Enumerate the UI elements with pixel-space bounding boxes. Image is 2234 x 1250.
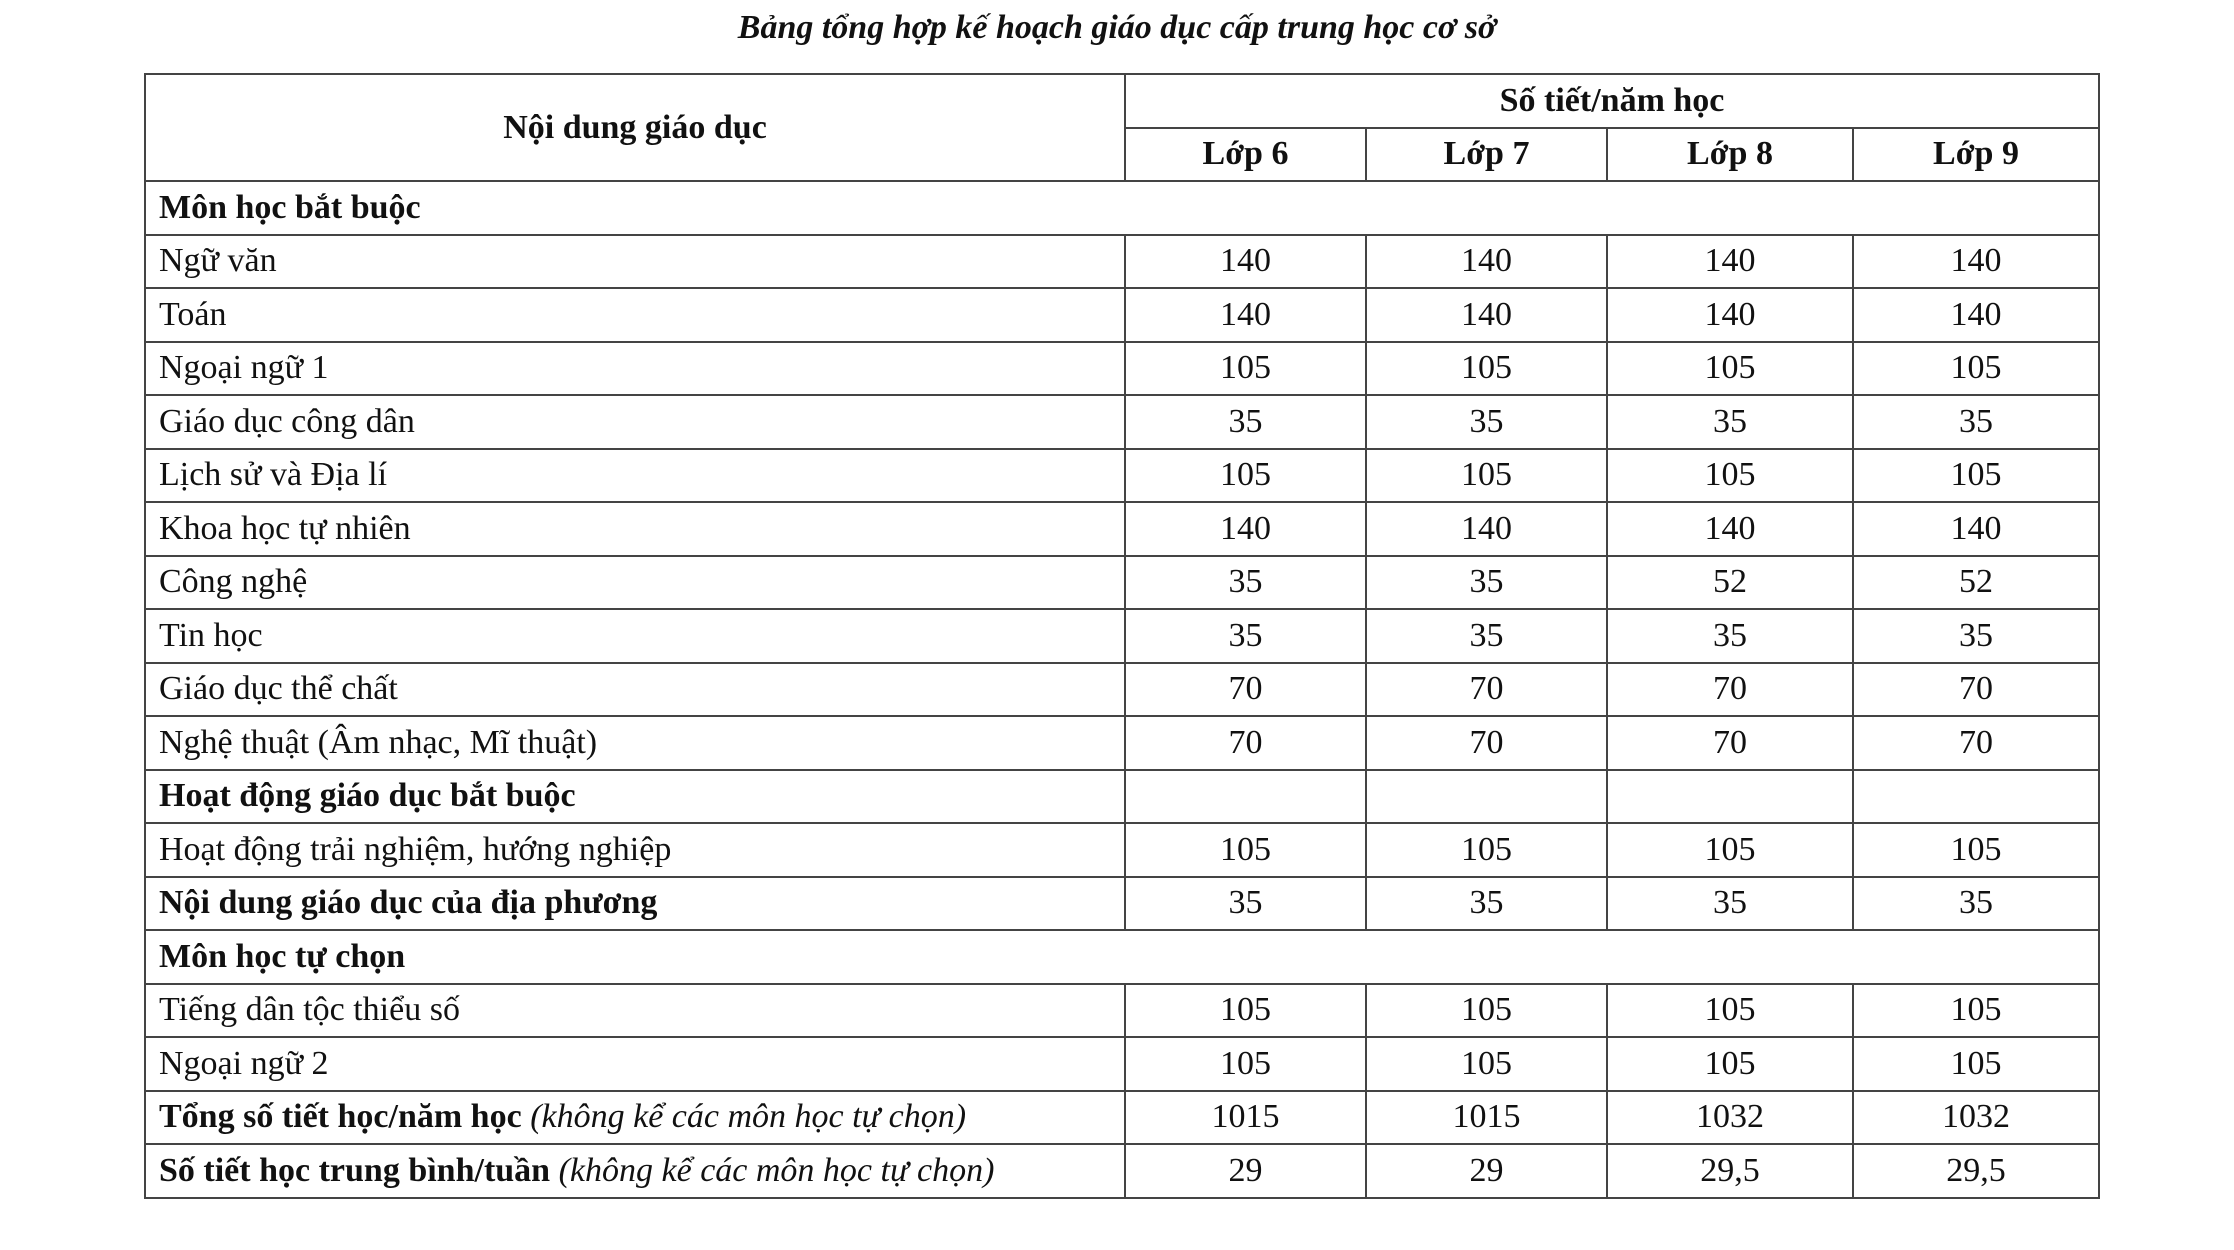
row-label: Số tiết học trung bình/tuần [159, 1151, 551, 1189]
period-value-cell: 35 [1366, 609, 1607, 663]
table-row [145, 984, 2099, 1038]
row-label-cell [145, 556, 1125, 610]
period-value-cell: 105 [1125, 449, 1366, 503]
table-row [145, 770, 2099, 824]
period-value-cell: 105 [1607, 449, 1853, 503]
row-label: Môn học tự chọn [159, 937, 406, 975]
row-label-cell [145, 395, 1125, 449]
row-label-cell [145, 235, 1125, 289]
row-label-cell [145, 663, 1125, 717]
row-note: (không kể các môn học tự chọn) [558, 1151, 995, 1189]
period-value-cell: 70 [1607, 663, 1853, 717]
table-row [145, 1091, 2099, 1145]
table-row [145, 663, 2099, 717]
row-label-cell [145, 288, 1125, 342]
period-value-cell: 70 [1853, 663, 2099, 717]
period-value-cell: 29 [1125, 1144, 1366, 1198]
period-value-cell: 105 [1366, 1037, 1607, 1091]
row-label-cell [145, 1091, 1125, 1145]
period-value-cell: 35 [1366, 395, 1607, 449]
period-value-cell: 70 [1853, 716, 2099, 770]
table-row [145, 342, 2099, 396]
education-plan-table [144, 73, 2100, 1199]
period-value-cell: 105 [1853, 342, 2099, 396]
table-row [145, 930, 2099, 984]
table-row [145, 877, 2099, 931]
table-row [145, 288, 2099, 342]
table-row [145, 181, 2099, 235]
period-value-cell: 35 [1607, 877, 1853, 931]
period-value-cell: 105 [1125, 1037, 1366, 1091]
row-label: Nghệ thuật (Âm nhạc, Mĩ thuật) [159, 723, 598, 761]
period-value-cell: 1015 [1366, 1091, 1607, 1145]
period-value-cell: 140 [1125, 502, 1366, 556]
row-label: Môn học bắt buộc [159, 188, 421, 226]
period-value-cell: 140 [1607, 502, 1853, 556]
period-value-cell: 105 [1853, 1037, 2099, 1091]
period-value-cell: 35 [1607, 609, 1853, 663]
period-value-cell: 1032 [1607, 1091, 1853, 1145]
grade-header: Lớp 9 [1853, 128, 2099, 182]
period-value-cell: 105 [1125, 823, 1366, 877]
period-value-cell: 35 [1125, 556, 1366, 610]
period-value-cell: 140 [1366, 502, 1607, 556]
period-value-cell: 1015 [1125, 1091, 1366, 1145]
row-label-cell [145, 449, 1125, 503]
row-label: Ngoại ngữ 2 [159, 1044, 329, 1082]
row-label-cell [145, 181, 2099, 235]
row-label-cell [145, 342, 1125, 396]
period-value-cell: 35 [1366, 556, 1607, 610]
period-value-cell: 29,5 [1607, 1144, 1853, 1198]
period-value-cell: 35 [1853, 609, 2099, 663]
period-value-cell: 140 [1125, 288, 1366, 342]
table-row [145, 1037, 2099, 1091]
table-row [145, 556, 2099, 610]
table-row [145, 502, 2099, 556]
period-value-cell: 105 [1366, 449, 1607, 503]
period-value-cell: 70 [1607, 716, 1853, 770]
period-value-cell: 105 [1125, 342, 1366, 396]
period-value-cell: 105 [1607, 823, 1853, 877]
period-value-cell: 140 [1366, 235, 1607, 289]
row-label-cell [145, 716, 1125, 770]
period-value-cell: 105 [1853, 449, 2099, 503]
row-label: Ngữ văn [159, 242, 277, 280]
row-label: Công nghệ [159, 563, 308, 601]
period-value-cell: 105 [1125, 984, 1366, 1038]
period-value-cell: 70 [1366, 716, 1607, 770]
period-value-cell: 70 [1125, 716, 1366, 770]
period-value-cell: 70 [1366, 663, 1607, 717]
row-label: Khoa học tự nhiên [159, 509, 411, 547]
period-value-cell: 52 [1607, 556, 1853, 610]
period-value-cell: 140 [1366, 288, 1607, 342]
period-value-cell: 140 [1607, 288, 1853, 342]
period-value-cell: 105 [1853, 823, 2099, 877]
period-value-cell: 52 [1853, 556, 2099, 610]
table-row [145, 395, 2099, 449]
period-value-cell: 35 [1853, 877, 2099, 931]
row-label-cell [145, 984, 1125, 1038]
period-value-cell: 105 [1607, 984, 1853, 1038]
row-label: Hoạt động trải nghiệm, hướng nghiệp [159, 830, 672, 868]
period-value-cell: 105 [1366, 342, 1607, 396]
table-row [145, 235, 2099, 289]
period-value-cell: 105 [1853, 984, 2099, 1038]
table-title: Bảng tổng hợp kế hoạch giáo dục cấp trung học cơ sở [737, 9, 1497, 46]
row-label: Hoạt động giáo dục bắt buộc [159, 777, 576, 815]
row-label: Giáo dục thể chất [159, 670, 398, 708]
row-label: Toán [159, 295, 227, 333]
period-value-cell: 70 [1125, 663, 1366, 717]
period-value-cell [1853, 770, 2099, 824]
table-row [145, 823, 2099, 877]
period-value-cell: 35 [1125, 395, 1366, 449]
period-value-cell: 140 [1607, 235, 1853, 289]
period-value-cell: 35 [1125, 609, 1366, 663]
row-label-cell [145, 770, 1125, 824]
row-label: Tiếng dân tộc thiểu số [159, 991, 460, 1029]
grade-header: Lớp 8 [1607, 128, 1853, 182]
period-value-cell: 105 [1607, 1037, 1853, 1091]
period-value-cell: 35 [1853, 395, 2099, 449]
row-label: Ngoại ngữ 1 [159, 349, 329, 387]
period-value-cell: 29,5 [1853, 1144, 2099, 1198]
row-label: Lịch sử và Địa lí [159, 456, 388, 494]
table-row [145, 449, 2099, 503]
content-column-header: Nội dung giáo dục [145, 74, 1125, 181]
grade-header: Lớp 7 [1366, 128, 1607, 182]
periods-column-header: Số tiết/năm học [1125, 74, 2099, 128]
row-label: Tổng số tiết học/năm học [159, 1098, 522, 1136]
row-label-cell [145, 1144, 1125, 1198]
period-value-cell: 105 [1607, 342, 1853, 396]
period-value-cell: 140 [1125, 235, 1366, 289]
header-row-top [145, 74, 2099, 128]
table-body [145, 181, 2099, 1198]
period-value-cell [1125, 770, 1366, 824]
table-row [145, 1144, 2099, 1198]
table-row [145, 716, 2099, 770]
row-label-cell [145, 823, 1125, 877]
period-value-cell: 105 [1366, 984, 1607, 1038]
period-value-cell: 105 [1366, 823, 1607, 877]
row-label: Giáo dục công dân [159, 402, 415, 440]
row-label-cell [145, 930, 2099, 984]
period-value-cell: 29 [1366, 1144, 1607, 1198]
period-value-cell: 35 [1366, 877, 1607, 931]
row-label: Tin học [159, 616, 263, 654]
period-value-cell: 35 [1125, 877, 1366, 931]
period-value-cell: 140 [1853, 502, 2099, 556]
row-note: (không kể các môn học tự chọn) [530, 1098, 967, 1136]
row-label-cell [145, 877, 1125, 931]
period-value-cell: 140 [1853, 235, 2099, 289]
grade-header: Lớp 6 [1125, 128, 1366, 182]
table-row [145, 609, 2099, 663]
row-label-cell [145, 1037, 1125, 1091]
row-label-cell [145, 502, 1125, 556]
period-value-cell [1607, 770, 1853, 824]
period-value-cell: 140 [1853, 288, 2099, 342]
period-value-cell: 1032 [1853, 1091, 2099, 1145]
period-value-cell [1366, 770, 1607, 824]
period-value-cell: 35 [1607, 395, 1853, 449]
row-label: Nội dung giáo dục của địa phương [159, 884, 658, 922]
row-label-cell [145, 609, 1125, 663]
